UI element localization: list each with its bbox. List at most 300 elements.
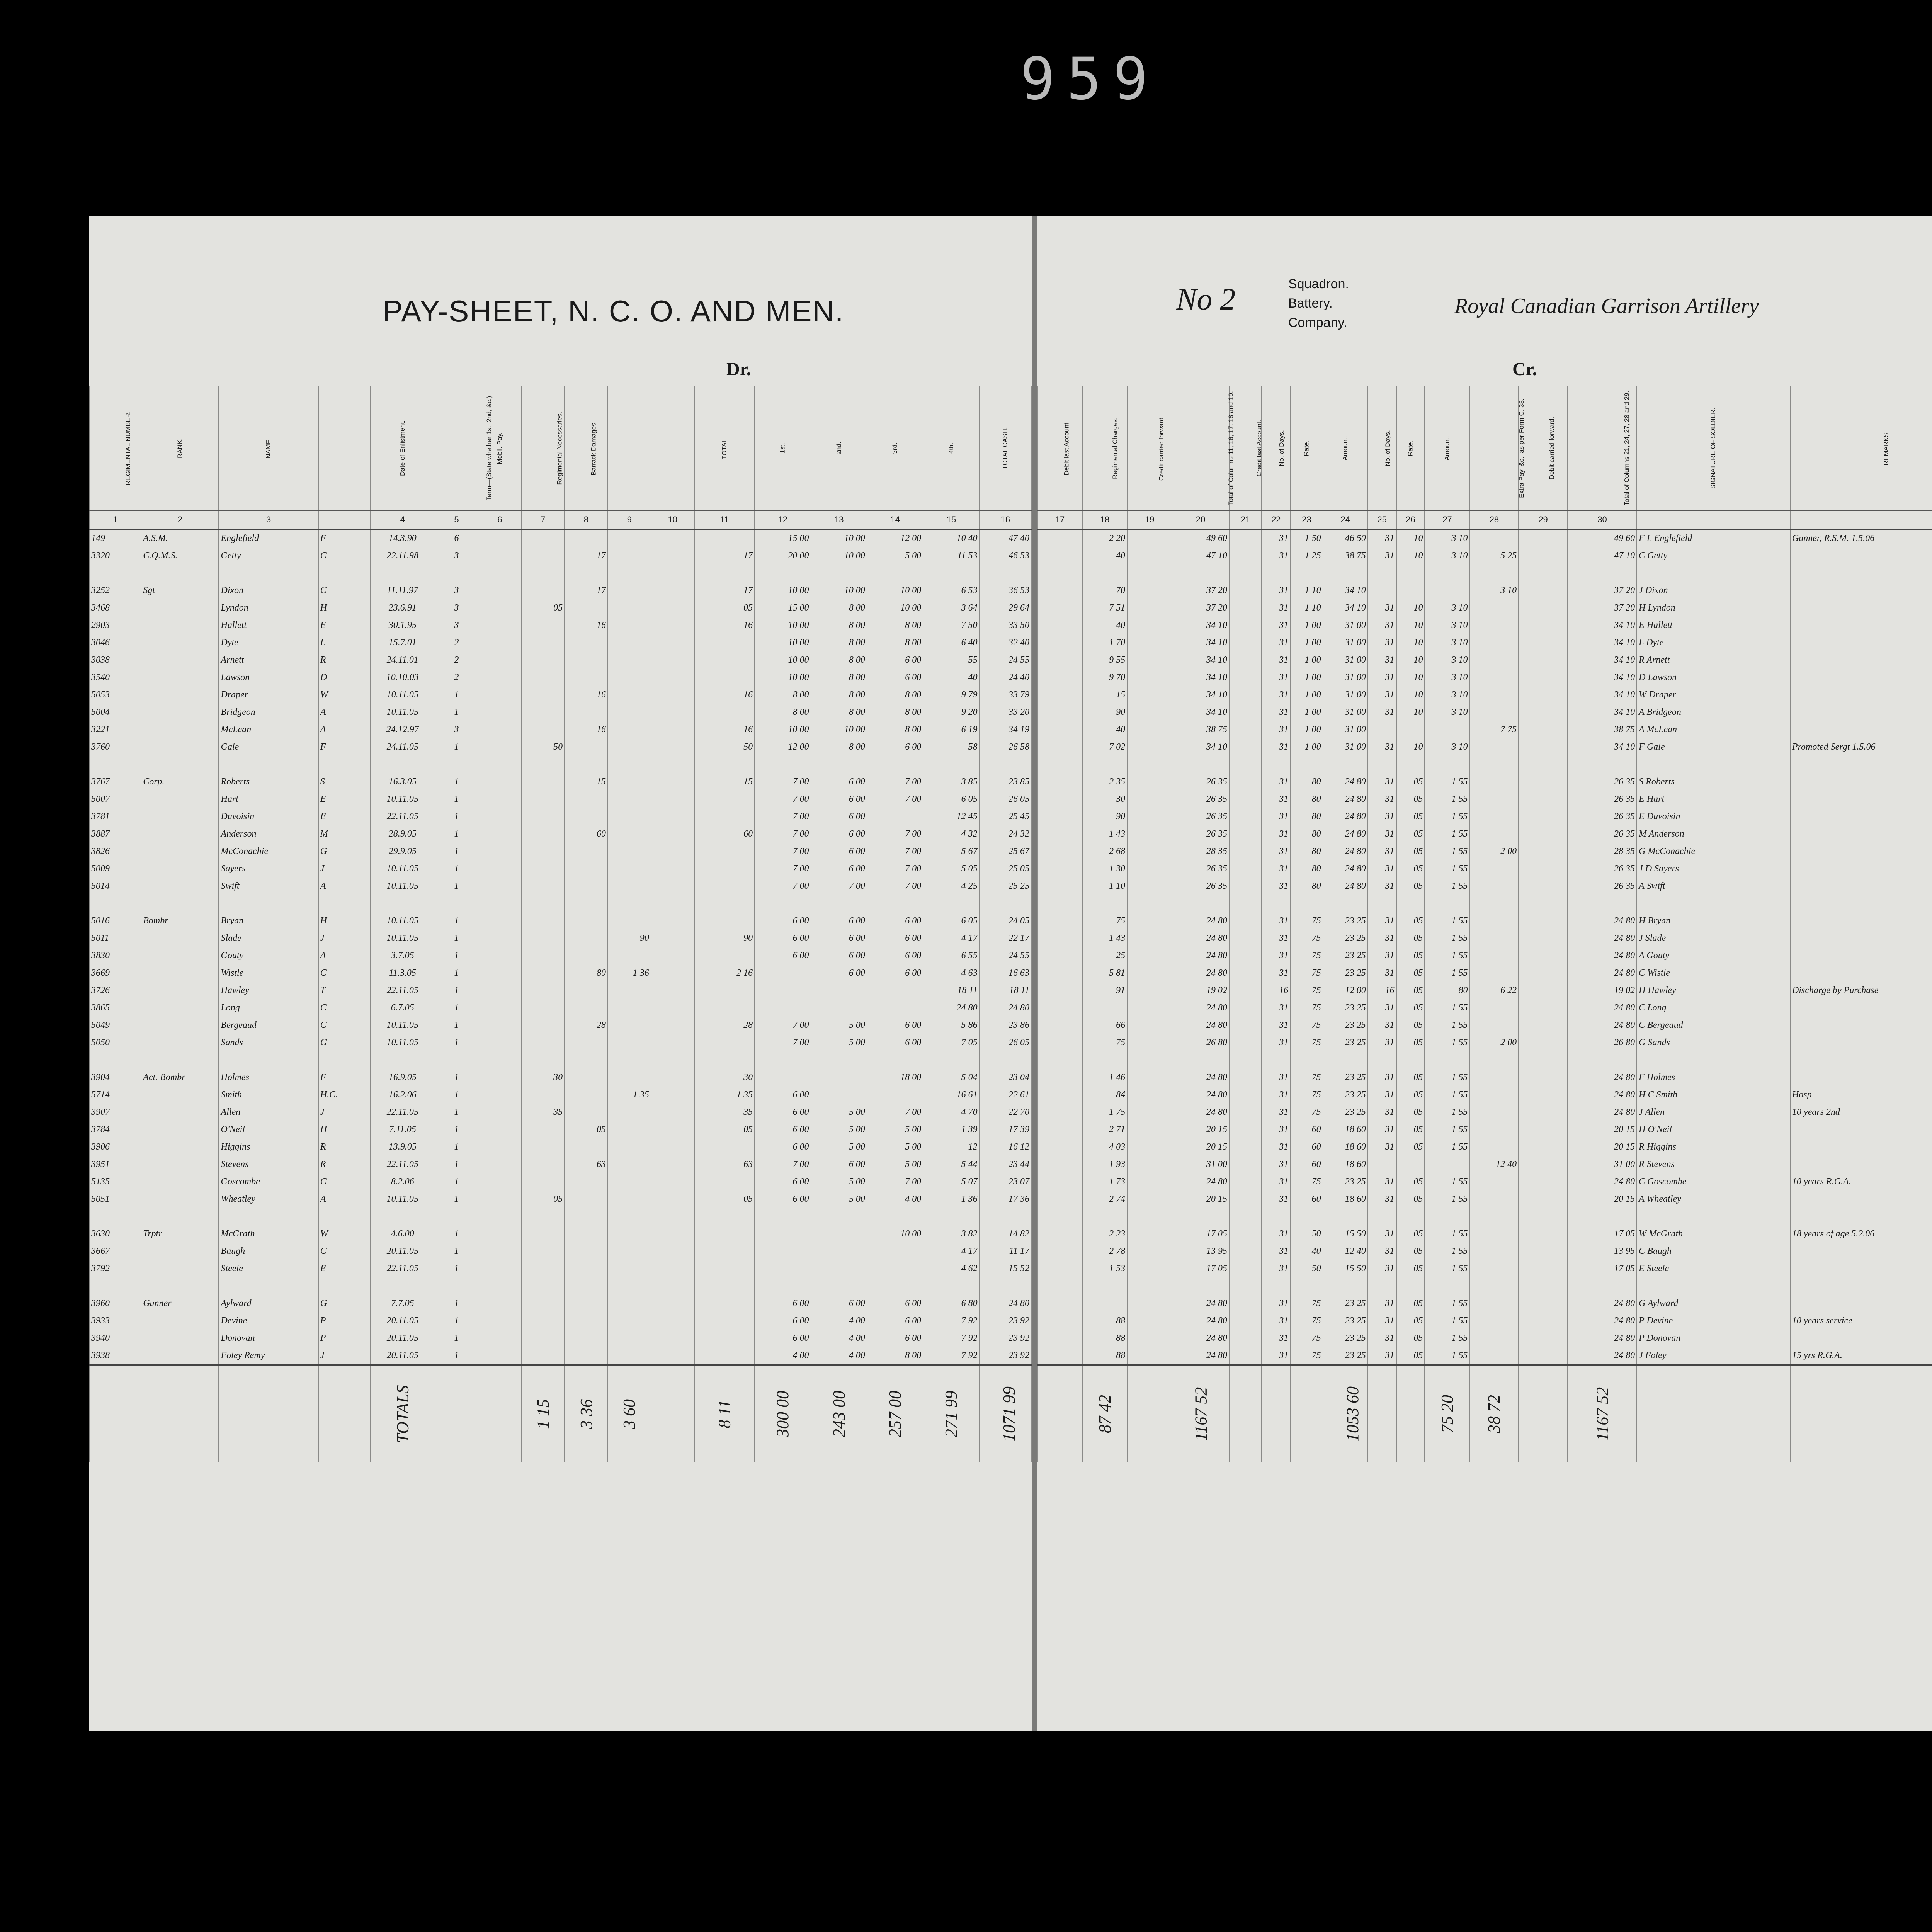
cell-c8 bbox=[565, 651, 608, 669]
cell-dc bbox=[1519, 999, 1568, 1017]
soldier-row bbox=[89, 1330, 1031, 1347]
cell-mob bbox=[478, 599, 521, 617]
blank-cell bbox=[608, 756, 651, 773]
cell-cash: 25 25 bbox=[980, 878, 1031, 895]
cell-cl bbox=[1229, 1243, 1262, 1260]
cell-mob bbox=[478, 1243, 521, 1260]
cell-init: F bbox=[318, 738, 370, 756]
cell-rem bbox=[1790, 1017, 1932, 1034]
cell-rank bbox=[141, 1121, 219, 1138]
company-number: No 2 bbox=[1176, 282, 1236, 316]
cell-dr bbox=[1037, 843, 1082, 860]
cell-cash: 24 80 bbox=[980, 1295, 1031, 1312]
cell-c9 bbox=[608, 791, 651, 808]
cell-rank bbox=[141, 634, 219, 651]
cell-c10 bbox=[651, 1347, 694, 1365]
cell-t30: 20 15 bbox=[1568, 1138, 1637, 1156]
cell-rate: 1 50 bbox=[1290, 529, 1323, 548]
cell-ex bbox=[1470, 791, 1519, 808]
cell-p2: 8 00 bbox=[811, 686, 867, 704]
blank-cell bbox=[980, 1277, 1031, 1295]
cell-rc: 1 75 bbox=[1082, 1104, 1127, 1121]
cell-dr bbox=[1037, 930, 1082, 947]
cell-rank bbox=[141, 669, 219, 686]
blank-cell bbox=[1568, 756, 1637, 773]
soldier-row bbox=[89, 1086, 1031, 1104]
cell-rank bbox=[141, 1347, 219, 1365]
blank-cell bbox=[521, 1051, 565, 1069]
cell-t20: 34 10 bbox=[1172, 686, 1229, 704]
cell-p2: 5 00 bbox=[811, 1173, 867, 1190]
total-tot bbox=[694, 1365, 755, 1463]
blank-cell bbox=[1368, 1208, 1396, 1225]
cell-a2: 1 55 bbox=[1425, 964, 1469, 982]
cell-p1: 10 00 bbox=[755, 669, 811, 686]
cell-p1: 7 00 bbox=[755, 860, 811, 878]
cell-cl bbox=[1229, 1295, 1262, 1312]
cell-c9 bbox=[608, 1225, 651, 1243]
cell-d2: 31 bbox=[1368, 843, 1396, 860]
cell-dr bbox=[1037, 721, 1082, 738]
blank-cell bbox=[755, 1208, 811, 1225]
cell-enl: 10.11.05 bbox=[370, 686, 435, 704]
cell-c8 bbox=[565, 843, 608, 860]
cell-days: 31 bbox=[1262, 1190, 1290, 1208]
cell-ex: 7 75 bbox=[1470, 721, 1519, 738]
cell-amt: 15 50 bbox=[1323, 1225, 1368, 1243]
cell-amt: 23 25 bbox=[1323, 1173, 1368, 1190]
cell-name: Smith bbox=[219, 1086, 318, 1104]
blank-cell bbox=[608, 895, 651, 912]
blank-cell bbox=[1127, 1051, 1172, 1069]
soldier-row bbox=[89, 964, 1031, 982]
cell-c7: 30 bbox=[521, 1069, 565, 1086]
cell-days: 31 bbox=[1262, 547, 1290, 565]
blank-cell bbox=[478, 565, 521, 582]
cell-dc bbox=[1519, 878, 1568, 895]
cell-rem: Gunner, R.S.M. 1.5.06 bbox=[1790, 529, 1932, 548]
cell-d2: 31 bbox=[1368, 964, 1396, 982]
total-init bbox=[318, 1365, 370, 1463]
cell-sig: G Aylward bbox=[1637, 1295, 1790, 1312]
soldier-row bbox=[89, 651, 1031, 669]
cell-t20: 13 95 bbox=[1172, 1243, 1229, 1260]
cell-c9 bbox=[608, 825, 651, 843]
cell-p2: 7 00 bbox=[811, 878, 867, 895]
blank-cell bbox=[1425, 565, 1469, 582]
cell-days: 31 bbox=[1262, 738, 1290, 756]
soldier-row bbox=[89, 1069, 1031, 1086]
total-value: 1167 52 bbox=[1592, 1387, 1612, 1441]
cell-amt: 23 25 bbox=[1323, 1017, 1368, 1034]
cell-ex bbox=[1470, 878, 1519, 895]
cell-no: 5050 bbox=[89, 1034, 141, 1051]
cell-a2: 3 10 bbox=[1425, 634, 1469, 651]
cell-cl bbox=[1229, 651, 1262, 669]
cell-cash: 34 19 bbox=[980, 721, 1031, 738]
cell-rate: 75 bbox=[1290, 1173, 1323, 1190]
cell-rem bbox=[1790, 808, 1932, 825]
cell-mob bbox=[478, 651, 521, 669]
soldier-row bbox=[1037, 860, 1932, 878]
blank-cell bbox=[1262, 1277, 1290, 1295]
blank-cell bbox=[1396, 1051, 1425, 1069]
cell-cf bbox=[1127, 860, 1172, 878]
column-number: 3 bbox=[219, 510, 318, 529]
soldier-row bbox=[1037, 825, 1932, 843]
total-rem bbox=[1790, 1365, 1932, 1463]
cell-dr bbox=[1037, 669, 1082, 686]
column-number: 19 bbox=[1127, 510, 1172, 529]
cell-p3: 7 00 bbox=[867, 1173, 923, 1190]
cell-rate: 50 bbox=[1290, 1225, 1323, 1243]
column-number: 17 bbox=[1037, 510, 1082, 529]
total-rank bbox=[141, 1365, 219, 1463]
cell-tot bbox=[694, 860, 755, 878]
cell-cf bbox=[1127, 1330, 1172, 1347]
cell-name: Anderson bbox=[219, 825, 318, 843]
cell-rc: 88 bbox=[1082, 1312, 1127, 1330]
cell-term: 1 bbox=[435, 1156, 478, 1173]
cell-mob bbox=[478, 791, 521, 808]
cell-c7 bbox=[521, 1017, 565, 1034]
blank-cell bbox=[1037, 565, 1082, 582]
cell-rate: 60 bbox=[1290, 1138, 1323, 1156]
cell-p4: 9 20 bbox=[923, 704, 979, 721]
cell-cf bbox=[1127, 1086, 1172, 1104]
cell-r2: 05 bbox=[1396, 1017, 1425, 1034]
blank-cell bbox=[1172, 895, 1229, 912]
column-number-row bbox=[1037, 510, 1932, 529]
cell-p2 bbox=[811, 1225, 867, 1243]
cell-p4: 4 62 bbox=[923, 1260, 979, 1277]
cell-c8: 63 bbox=[565, 1156, 608, 1173]
soldier-row bbox=[1037, 1330, 1932, 1347]
cell-p4: 4 70 bbox=[923, 1104, 979, 1121]
column-number: 22 bbox=[1262, 510, 1290, 529]
cell-r2: 05 bbox=[1396, 843, 1425, 860]
blank-cell bbox=[1172, 565, 1229, 582]
cell-cf bbox=[1127, 738, 1172, 756]
cell-t20: 37 20 bbox=[1172, 582, 1229, 599]
cell-days: 31 bbox=[1262, 1260, 1290, 1277]
soldier-row bbox=[89, 1156, 1031, 1173]
cell-cf bbox=[1127, 1347, 1172, 1365]
cell-amt: 24 80 bbox=[1323, 860, 1368, 878]
cell-r2: 05 bbox=[1396, 999, 1425, 1017]
cell-p3: 6 00 bbox=[867, 1330, 923, 1347]
cell-enl: 7.11.05 bbox=[370, 1121, 435, 1138]
column-header bbox=[318, 386, 370, 510]
cell-rate: 75 bbox=[1290, 947, 1323, 964]
cell-no: 3781 bbox=[89, 808, 141, 825]
column-number: 26 bbox=[1396, 510, 1425, 529]
cell-rate: 75 bbox=[1290, 964, 1323, 982]
cell-enl: 10.11.05 bbox=[370, 791, 435, 808]
cell-term: 1 bbox=[435, 1086, 478, 1104]
total-a2 bbox=[1425, 1365, 1469, 1463]
cell-t20: 31 00 bbox=[1172, 1156, 1229, 1173]
cell-ex: 2 00 bbox=[1470, 843, 1519, 860]
cell-name: Long bbox=[219, 999, 318, 1017]
blank-cell bbox=[1519, 1208, 1568, 1225]
cell-tot bbox=[694, 1138, 755, 1156]
cell-p3 bbox=[867, 1243, 923, 1260]
cell-rc: 1 93 bbox=[1082, 1156, 1127, 1173]
column-header-label: Rate. bbox=[1303, 440, 1310, 456]
cell-term: 1 bbox=[435, 999, 478, 1017]
cell-t30: 19 02 bbox=[1568, 982, 1637, 999]
cell-rem bbox=[1790, 599, 1932, 617]
cell-enl: 16.2.06 bbox=[370, 1086, 435, 1104]
cell-cf bbox=[1127, 912, 1172, 930]
cell-p1: 6 00 bbox=[755, 1190, 811, 1208]
soldier-row bbox=[1037, 599, 1932, 617]
cell-cl bbox=[1229, 1104, 1262, 1121]
cell-d2 bbox=[1368, 582, 1396, 599]
cell-no: 3540 bbox=[89, 669, 141, 686]
blank-cell bbox=[318, 565, 370, 582]
cell-days: 31 bbox=[1262, 1086, 1290, 1104]
column-number: 28 bbox=[1470, 510, 1519, 529]
cell-sig: J Dixon bbox=[1637, 582, 1790, 599]
cell-p1: 15 00 bbox=[755, 529, 811, 548]
cell-sig: H O'Neil bbox=[1637, 1121, 1790, 1138]
cell-p4: 5 67 bbox=[923, 843, 979, 860]
soldier-row bbox=[89, 878, 1031, 895]
cell-c9 bbox=[608, 529, 651, 548]
cell-c10 bbox=[651, 1104, 694, 1121]
cell-rank: Sgt bbox=[141, 582, 219, 599]
cell-p3 bbox=[867, 999, 923, 1017]
soldier-row bbox=[89, 773, 1031, 791]
cell-name: Lyndon bbox=[219, 599, 318, 617]
blank-cell bbox=[1396, 1208, 1425, 1225]
cell-sig: F Gale bbox=[1637, 738, 1790, 756]
blank-cell bbox=[811, 756, 867, 773]
column-header-label: Mobil. Pay. bbox=[496, 432, 503, 464]
blank-cell bbox=[219, 1051, 318, 1069]
cell-r2: 05 bbox=[1396, 912, 1425, 930]
cell-p2: 6 00 bbox=[811, 791, 867, 808]
blank-cell bbox=[1637, 1208, 1790, 1225]
cell-p2: 8 00 bbox=[811, 634, 867, 651]
cell-enl: 22.11.05 bbox=[370, 1104, 435, 1121]
cell-mob bbox=[478, 1330, 521, 1347]
blank-cell bbox=[219, 565, 318, 582]
cell-p2: 10 00 bbox=[811, 529, 867, 548]
cell-ex: 2 00 bbox=[1470, 1034, 1519, 1051]
cell-cf bbox=[1127, 1173, 1172, 1190]
column-header-label: REGIMENTAL NUMBER. bbox=[124, 411, 132, 485]
cell-cash: 33 20 bbox=[980, 704, 1031, 721]
column-header bbox=[370, 386, 435, 510]
blank-cell bbox=[811, 1051, 867, 1069]
cell-c10 bbox=[651, 547, 694, 565]
blank-cell bbox=[867, 1208, 923, 1225]
cell-rem bbox=[1790, 1260, 1932, 1277]
cell-rc: 1 43 bbox=[1082, 825, 1127, 843]
cell-mob bbox=[478, 947, 521, 964]
total-p1 bbox=[755, 1365, 811, 1463]
cell-amt: 31 00 bbox=[1323, 669, 1368, 686]
cell-p2: 6 00 bbox=[811, 843, 867, 860]
blank-cell bbox=[370, 565, 435, 582]
cell-rem bbox=[1790, 930, 1932, 947]
column-header bbox=[694, 386, 755, 510]
cell-days: 31 bbox=[1262, 1295, 1290, 1312]
cell-d2: 31 bbox=[1368, 547, 1396, 565]
cell-mob bbox=[478, 825, 521, 843]
cell-c8 bbox=[565, 860, 608, 878]
cell-c7 bbox=[521, 634, 565, 651]
cell-dr bbox=[1037, 860, 1082, 878]
cell-a2: 3 10 bbox=[1425, 599, 1469, 617]
cell-term: 3 bbox=[435, 617, 478, 634]
total-c9 bbox=[608, 1365, 651, 1463]
cell-term: 1 bbox=[435, 1295, 478, 1312]
cell-p1: 8 00 bbox=[755, 686, 811, 704]
cell-amt: 24 80 bbox=[1323, 825, 1368, 843]
cell-t30: 26 80 bbox=[1568, 1034, 1637, 1051]
blank-cell bbox=[923, 565, 979, 582]
total-value: 87 42 bbox=[1095, 1395, 1114, 1433]
cell-ex bbox=[1470, 669, 1519, 686]
cell-term: 1 bbox=[435, 878, 478, 895]
total-rc bbox=[1082, 1365, 1127, 1463]
blank-row bbox=[89, 565, 1031, 582]
cell-term: 1 bbox=[435, 843, 478, 860]
column-number bbox=[1790, 510, 1932, 529]
cell-c9 bbox=[608, 947, 651, 964]
cell-mob bbox=[478, 529, 521, 548]
blank-cell bbox=[1262, 756, 1290, 773]
cell-c8 bbox=[565, 738, 608, 756]
cell-name: McConachie bbox=[219, 843, 318, 860]
cell-days: 31 bbox=[1262, 1243, 1290, 1260]
cell-cl bbox=[1229, 791, 1262, 808]
cell-p3: 6 00 bbox=[867, 1017, 923, 1034]
blank-cell bbox=[1323, 1277, 1368, 1295]
cell-days: 31 bbox=[1262, 1173, 1290, 1190]
blank-cell bbox=[608, 1051, 651, 1069]
cell-term: 1 bbox=[435, 773, 478, 791]
blank-cell bbox=[1229, 1208, 1262, 1225]
soldier-row bbox=[1037, 1260, 1932, 1277]
blank-cell bbox=[755, 565, 811, 582]
cell-cash: 33 50 bbox=[980, 617, 1031, 634]
cell-sig: R Arnett bbox=[1637, 651, 1790, 669]
cell-dr bbox=[1037, 686, 1082, 704]
cell-p3: 7 00 bbox=[867, 878, 923, 895]
blank-cell bbox=[1568, 565, 1637, 582]
pay-sheet-ledger bbox=[89, 216, 1932, 1731]
blank-cell bbox=[1037, 756, 1082, 773]
blank-cell bbox=[1082, 565, 1127, 582]
folio-stamp-number: 959 bbox=[1020, 46, 1160, 113]
blank-cell bbox=[1037, 1277, 1082, 1295]
cell-p2: 10 00 bbox=[811, 582, 867, 599]
cell-p3: 7 00 bbox=[867, 791, 923, 808]
column-number: 24 bbox=[1323, 510, 1368, 529]
blank-cell bbox=[1172, 756, 1229, 773]
cell-c9 bbox=[608, 1190, 651, 1208]
cell-t30: 24 80 bbox=[1568, 1173, 1637, 1190]
cell-ex bbox=[1470, 1086, 1519, 1104]
cell-amt: 31 00 bbox=[1323, 686, 1368, 704]
cell-c7 bbox=[521, 721, 565, 738]
cell-mob bbox=[478, 1225, 521, 1243]
cell-days: 31 bbox=[1262, 1104, 1290, 1121]
cell-a2: 3 10 bbox=[1425, 738, 1469, 756]
cell-t20: 24 80 bbox=[1172, 1017, 1229, 1034]
cell-name: Goscombe bbox=[219, 1173, 318, 1190]
unit-option-squadron: Squadron. bbox=[1288, 277, 1349, 291]
soldier-row bbox=[89, 1347, 1031, 1365]
cell-cl bbox=[1229, 878, 1262, 895]
cell-days: 31 bbox=[1262, 947, 1290, 964]
cell-cash: 25 45 bbox=[980, 808, 1031, 825]
cell-dc bbox=[1519, 547, 1568, 565]
cell-rc: 2 20 bbox=[1082, 529, 1127, 548]
cell-c10 bbox=[651, 930, 694, 947]
cell-rate: 75 bbox=[1290, 1034, 1323, 1051]
blank-cell bbox=[1470, 565, 1519, 582]
column-header bbox=[435, 386, 493, 510]
cell-rc: 40 bbox=[1082, 617, 1127, 634]
soldier-row bbox=[89, 1121, 1031, 1138]
cell-init: G bbox=[318, 1034, 370, 1051]
cell-sig: E Hart bbox=[1637, 791, 1790, 808]
cell-p2: 6 00 bbox=[811, 825, 867, 843]
cell-a2: 3 10 bbox=[1425, 529, 1469, 548]
blank-cell bbox=[565, 1277, 608, 1295]
cell-c8 bbox=[565, 912, 608, 930]
cell-p2: 6 00 bbox=[811, 947, 867, 964]
cell-amt: 12 00 bbox=[1323, 982, 1368, 999]
cell-cl bbox=[1229, 930, 1262, 947]
cell-t30: 34 10 bbox=[1568, 738, 1637, 756]
cell-cash: 26 58 bbox=[980, 738, 1031, 756]
cell-d2: 31 bbox=[1368, 791, 1396, 808]
cell-c9 bbox=[608, 721, 651, 738]
cell-p3: 18 00 bbox=[867, 1069, 923, 1086]
cell-sig: L Dyte bbox=[1637, 634, 1790, 651]
cell-enl: 30.1.95 bbox=[370, 617, 435, 634]
blank-cell bbox=[1290, 1277, 1323, 1295]
right-page bbox=[1037, 216, 1932, 1731]
cell-amt: 23 25 bbox=[1323, 999, 1368, 1017]
column-header bbox=[1519, 386, 1568, 510]
cell-cash: 22 61 bbox=[980, 1086, 1031, 1104]
cell-cash: 23 44 bbox=[980, 1156, 1031, 1173]
cell-t30: 26 35 bbox=[1568, 808, 1637, 825]
cell-tot bbox=[694, 982, 755, 999]
blank-cell bbox=[1396, 565, 1425, 582]
cell-sig: W McGrath bbox=[1637, 1225, 1790, 1243]
cell-p4: 6 40 bbox=[923, 634, 979, 651]
cell-name: Dyte bbox=[219, 634, 318, 651]
cell-p4: 7 92 bbox=[923, 1312, 979, 1330]
cell-ex bbox=[1470, 529, 1519, 548]
cell-a2: 1 55 bbox=[1425, 1190, 1469, 1208]
cell-init: A bbox=[318, 947, 370, 964]
cell-term: 1 bbox=[435, 738, 478, 756]
column-header bbox=[1323, 386, 1368, 510]
cell-cash: 15 52 bbox=[980, 1260, 1031, 1277]
cell-enl: 22.11.98 bbox=[370, 547, 435, 565]
cell-d2: 31 bbox=[1368, 1121, 1396, 1138]
